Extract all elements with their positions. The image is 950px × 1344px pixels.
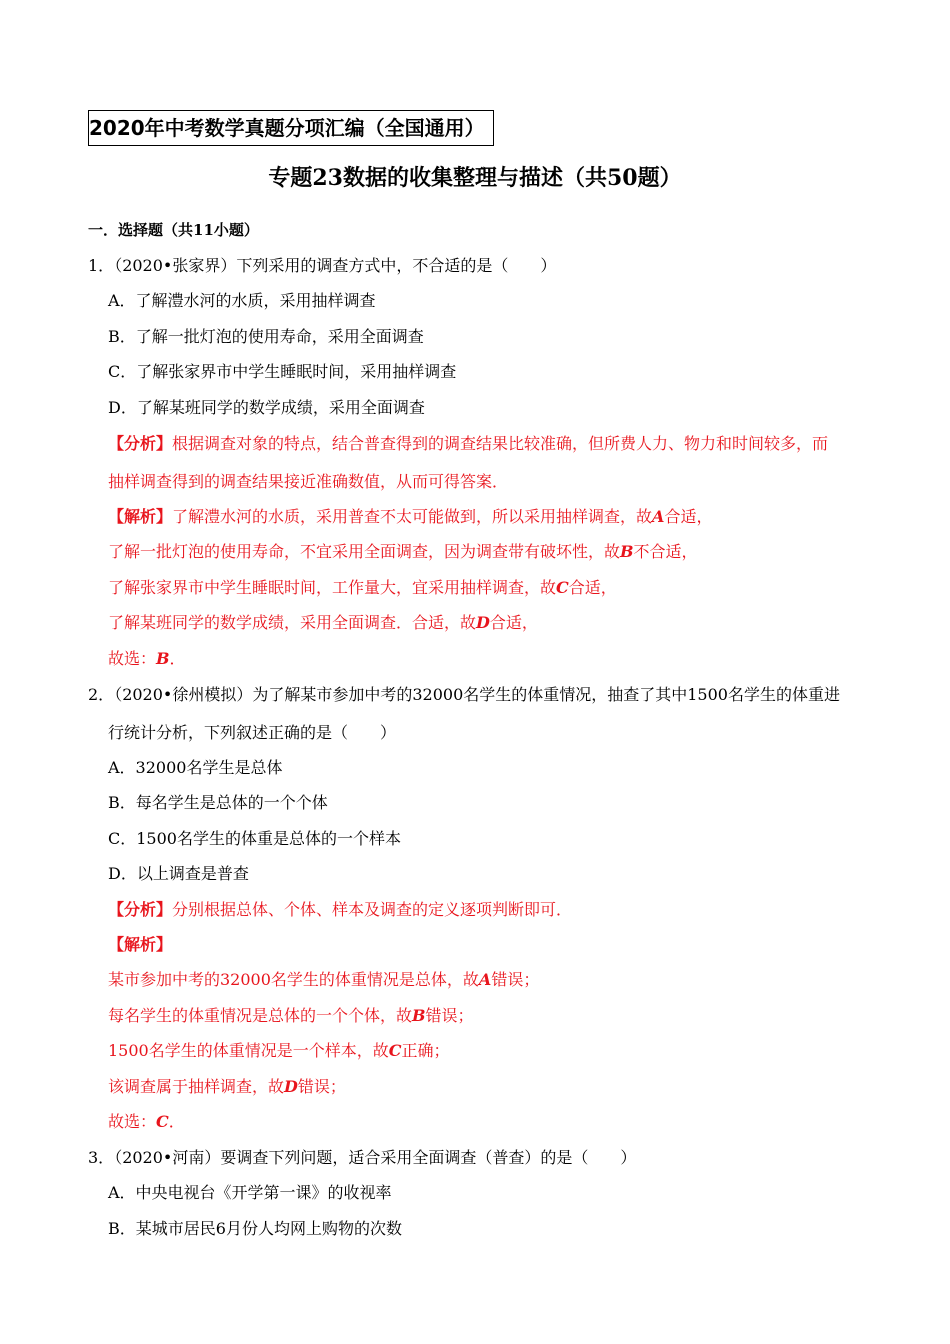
q2-option-a: A．32000名学生是总体 — [108, 758, 283, 777]
question-1-stem — [88, 254, 556, 278]
solution-text: 合适， — [664, 507, 713, 526]
analysis-tag: 【分析】 — [108, 900, 173, 919]
q1-solution-line-3 — [108, 576, 617, 600]
q2-analysis — [108, 898, 572, 922]
question-2-stem-cont: 行统计分析，下列叙述正确的是（ ） — [108, 723, 397, 742]
solution-text: 该调查属于抽样调查，故 — [108, 1077, 285, 1096]
question-text: （2020•河南）要调查下列问题，适合采用全面调查（普查）的是（ ） — [114, 1148, 637, 1167]
question-text: （2020•徐州模拟）为了解某市参加中考的32000名学生的体重情况，抽查了其中1500名学生的体重进 — [114, 685, 840, 704]
question-number: 1． — [88, 256, 115, 275]
solution-text: 错误； — [425, 1006, 474, 1025]
option-letter: C — [388, 1041, 402, 1060]
q1-option-b: B．了解一批灯泡的使用寿命，采用全面调查 — [108, 327, 424, 346]
q2-option-d: D．以上调查是普查 — [108, 864, 249, 883]
series-title: 2020年中考数学真题分项汇编（全国通用） — [89, 116, 485, 140]
q3-option-a: A．中央电视台《开学第一课》的收视率 — [108, 1183, 392, 1202]
option-letter: B — [412, 1006, 426, 1025]
q1-solution-line-2 — [108, 540, 698, 564]
q1-option-d: D．了解某班同学的数学成绩，采用全面调查 — [108, 398, 425, 417]
question-3-stem — [88, 1146, 636, 1170]
answer-letter: B — [156, 649, 170, 668]
solution-tag: 【解析】 — [108, 507, 173, 526]
solution-text: 不合适， — [633, 542, 698, 561]
solution-text: 合适， — [568, 578, 617, 597]
solution-text: 1500名学生的体重情况是一个样本，故 — [108, 1041, 389, 1060]
question-2-stem — [88, 683, 840, 707]
q2-solution-line-4 — [108, 1075, 346, 1099]
solution-text: 错误； — [491, 970, 540, 989]
page-title: 专题23数据的收集整理与描述（共50题） — [268, 165, 682, 191]
q1-answer — [108, 647, 186, 671]
solution-text: 了解一批灯泡的使用寿命，不宜采用全面调查，因为调查带有破坏性，故 — [108, 542, 621, 561]
q2-option-c: C．1500名学生的体重是总体的一个样本 — [108, 829, 401, 848]
option-letter: A — [478, 970, 492, 989]
option-letter: A — [652, 507, 665, 526]
solution-text: 了解澧水河的水质，采用普查不太可能做到，所以采用抽样调查，故 — [172, 507, 653, 526]
q3-option-b: B．某城市居民6月份人均网上购物的次数 — [108, 1219, 402, 1238]
solution-text: 每名学生的体重情况是总体的一个个体，故 — [108, 1006, 413, 1025]
option-letter: B — [620, 542, 634, 561]
q1-solution-line-4 — [108, 611, 538, 635]
q2-solution-line-1 — [108, 968, 539, 992]
q1-solution-line-1 — [108, 505, 712, 529]
question-number: 2． — [88, 685, 115, 704]
q2-solution-line-2 — [108, 1004, 474, 1028]
option-letter: C — [556, 578, 569, 597]
q2-solution-tag: 【解析】 — [108, 935, 173, 954]
answer-label: 故选： — [108, 1112, 157, 1131]
question-number: 3． — [88, 1148, 115, 1167]
solution-text: 错误； — [297, 1077, 346, 1096]
answer-letter: C — [156, 1112, 169, 1131]
option-letter: D — [284, 1077, 298, 1096]
series-title-box — [88, 110, 494, 146]
analysis-tag: 【分析】 — [108, 434, 173, 453]
solution-text: 正确； — [401, 1041, 450, 1060]
answer-end: ． — [168, 1112, 185, 1131]
question-text: （2020•张家界）下列采用的调查方式中，不合适的是（ ） — [114, 256, 557, 275]
q2-answer — [108, 1110, 185, 1134]
solution-text: 了解某班同学的数学成绩，采用全面调查．合适，故 — [108, 613, 477, 632]
q1-option-c: C．了解张家界市中学生睡眠时间，采用抽样调查 — [108, 362, 457, 381]
solution-text: 某市参加中考的32000名学生的体重情况是总体，故 — [108, 970, 479, 989]
q1-analysis-cont: 抽样调查得到的调查结果接近准确数值，从而可得答案． — [108, 472, 509, 491]
analysis-text: 根据调查对象的特点，结合普查得到的调查结果比较准确，但所费人力、物力和时间较多，而 — [172, 434, 829, 453]
q2-option-b: B．每名学生是总体的一个个体 — [108, 793, 328, 812]
option-letter: D — [476, 613, 490, 632]
section-heading: 一．选择题（共11小题） — [88, 221, 259, 239]
q1-option-a: A．了解澧水河的水质，采用抽样调查 — [108, 291, 376, 310]
answer-label: 故选： — [108, 649, 157, 668]
q2-solution-line-3 — [108, 1039, 449, 1063]
solution-text: 合适， — [489, 613, 538, 632]
answer-end: ． — [169, 649, 186, 668]
analysis-text: 分别根据总体、个体、样本及调查的定义逐项判断即可． — [172, 900, 573, 919]
q1-analysis — [108, 432, 828, 456]
solution-text: 了解张家界市中学生睡眠时间，工作量大，宜采用抽样调查，故 — [108, 578, 557, 597]
